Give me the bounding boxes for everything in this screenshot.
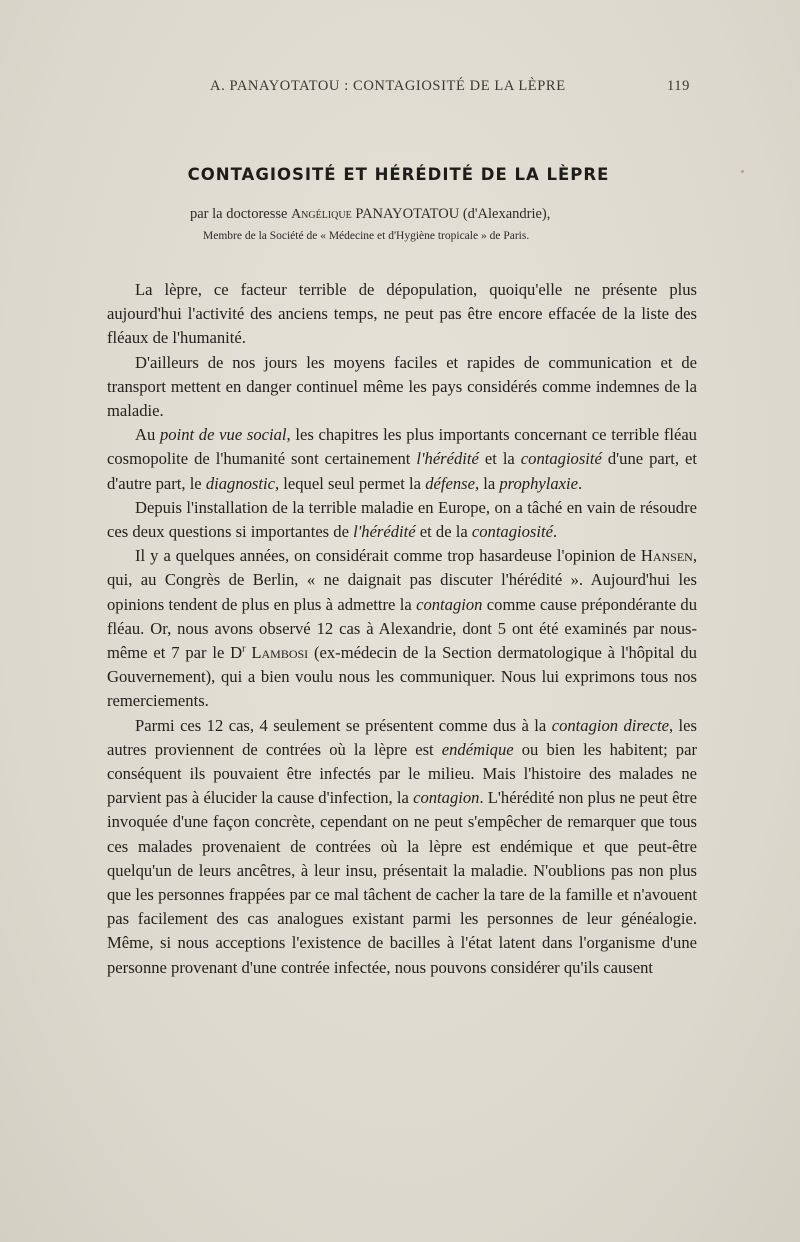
emphasis: défense (425, 473, 475, 493)
paragraph-6 (107, 714, 697, 980)
emphasis: contagion (416, 594, 483, 614)
text-run: Parmi ces 12 cas, 4 seulement se présentent comme dus à la (135, 715, 552, 735)
text-run: , les chapitres les plus importants concernant ce terrible fléau cosmopolite de l'humanité sont certainement (107, 425, 697, 469)
emphasis: l'hérédité (416, 449, 479, 469)
emphasis: point de vue social (159, 425, 287, 445)
paragraph-5 (107, 544, 697, 713)
article-body (107, 278, 697, 980)
text-run: et la (478, 449, 521, 469)
emphasis: prophylaxie (499, 473, 579, 493)
text-run: et de la (415, 522, 472, 542)
text-run: comme cause prépondérante du fléau. Or, nous avons observé 12 cas à Alexandrie, dont 5 ont été examinés par nous-même et 7 par le D (107, 594, 697, 663)
text-run: , qui, au Congrès de Berlin, « ne daignait pas discuter l'hérédité ». Aujourd'hui les opinions tendent de plus en plus à admettre la (107, 546, 697, 614)
author-last-name: PANAYOTATOU (351, 206, 460, 222)
superscript: r (242, 643, 246, 655)
text-run: (ex-médecin de la Section dermatologique à l'hôpital du Gouvernement), qui a bien voulu nous les communiquer. Nous lui exprimons tous nos remerciements. (107, 643, 697, 711)
paragraph-2: D'ailleurs de nos jours les moyens faciles et rapides de communication et de transport mettent en danger continuel même les pays considérés comme indemnes de la maladie. (107, 352, 697, 421)
paragraph-3 (107, 423, 697, 496)
byline (190, 206, 630, 223)
paragraph-1: La lèpre, ce facteur terrible de dépopulation, quoiqu'elle ne présente plus aujourd'hui l'activité des anciens temps, ne peut pas être encore effacée de la liste des fléaux de l'humanité. (107, 280, 697, 348)
emphasis: l'hérédité (353, 522, 416, 542)
text-run: Depuis l'installation de la terrible maladie en Europe, on a tâché en vain de résoudre ces deux questions si importantes de (107, 497, 697, 542)
text-run: . (552, 522, 558, 542)
emphasis: contagiosité (520, 449, 602, 469)
emphasis: contagion directe (551, 715, 669, 735)
emphasis: endémique (441, 739, 514, 759)
text-run: ou bien les habitent; par conséquent ils pouvaient être infectés par le milieu. Mais l'histoire des malades ne parvient pas à élucider la cause d'infection, la (107, 739, 697, 808)
text-run: , lequel seul permet la (274, 473, 426, 493)
text-run: d'une part, et d'autre part, le (107, 449, 697, 493)
text-run: , la (474, 473, 500, 493)
emphasis: diagnostic (205, 473, 275, 493)
byline-prefix: par la doctoresse (190, 206, 292, 222)
text-run: . (578, 473, 583, 493)
text-run: Au (135, 425, 160, 445)
author-affiliation: Membre de la Société de « Médecine et d'Hygiène tropicale » de Paris. (203, 230, 530, 242)
paper-speck (741, 170, 744, 173)
article-title-text: CONTAGIOSITÉ ET HÉRÉDITÉ DE LA LÈPRE (187, 165, 610, 184)
text-run: Il y a quelques années, on considérait comme trop hasardeuse l'opinion de (135, 546, 641, 566)
author-first-name: Angélique (291, 207, 352, 222)
paragraph-4 (107, 496, 697, 544)
author-name-hansen: Hansen (640, 546, 693, 566)
author-place: (d'Alexandrie), (459, 206, 551, 222)
running-head-title: A. PANAYOTATOU : CONTAGIOSITÉ DE LA LÈPRE (210, 78, 566, 94)
author-name-lambosi: Lambosi (251, 643, 309, 663)
article-title (0, 165, 800, 184)
page-number: 119 (666, 78, 690, 94)
emphasis: contagiosité (471, 522, 553, 542)
text-run: . L'hérédité non plus ne peut être invoquée d'une façon concrète, cependant on ne peut s'empêcher de remarquer que tous ces malades provenaient de contrées où la lèpre est endémique et que peut-être quelqu'un de leurs ancêtres, à leur insu, présentait la maladie. N'oublions pas non plus que les personnes frappées par ce mal tâchent de cacher la tare de la famille et n'avouent pas facilement des cas analogues existant parmi les personnes de leur généalogie. Même, si nous acceptions l'existence de bacilles à l'état latent dans l'organisme d'une personne provenant d'une contrée infectée, nous pouvons considérer qu'ils causent (107, 788, 697, 977)
emphasis: contagion (413, 788, 480, 808)
text-run: , les autres proviennent de contrées où la lèpre est (107, 715, 697, 759)
